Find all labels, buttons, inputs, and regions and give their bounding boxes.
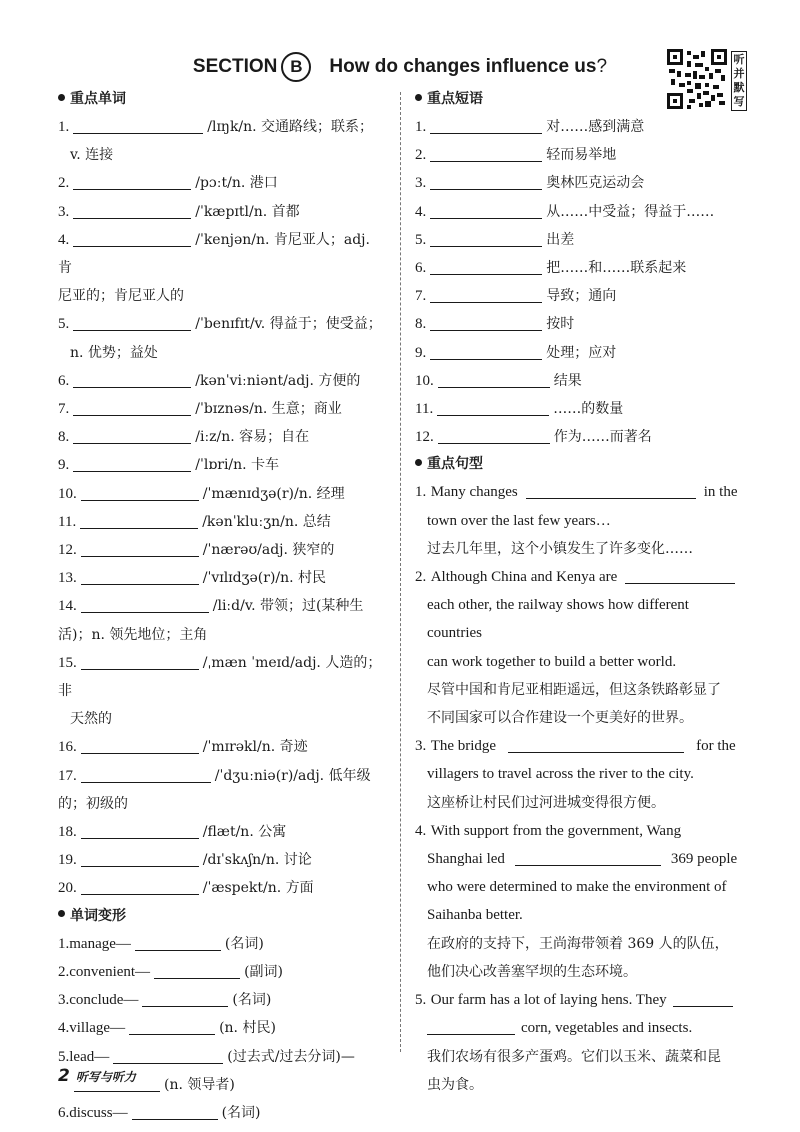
word-form-5: 5.lead— (过去式/过去分词)—: [58, 1048, 355, 1065]
answer-blank[interactable]: [430, 314, 542, 331]
key-words-heading: 重点单词: [58, 86, 388, 113]
key-word-17-cont: 的；初级的: [58, 795, 128, 812]
key-sentences-heading: 重点句型: [415, 451, 747, 478]
answer-blank[interactable]: [438, 371, 550, 388]
key-phrase-3: 3. 奥林匹克运动会: [415, 175, 645, 192]
key-word-14: 14. /liːd/v. 带领；过(某种生: [58, 598, 364, 615]
answer-blank[interactable]: [81, 766, 211, 783]
key-sentence-2-cont2: can work together to build a better world.: [427, 653, 677, 670]
answer-blank[interactable]: [73, 455, 191, 472]
key-phrase-5: 5. 出差: [415, 231, 575, 248]
key-word-12: 12. /ˈnærəʊ/adj. 狭窄的: [58, 542, 335, 559]
key-phrases-heading: 重点短语: [415, 86, 747, 113]
key-word-1-cont: v. 连接: [70, 147, 114, 164]
answer-blank[interactable]: [430, 145, 542, 162]
key-word-9: 9. /ˈlɒri/n. 卡车: [58, 457, 280, 474]
answer-blank[interactable]: [73, 399, 191, 416]
key-word-2: 2. /pɔːt/n. 港口: [58, 175, 278, 192]
page-number: 2: [58, 1066, 70, 1086]
footer-label: 听写与听力: [75, 1070, 136, 1084]
key-sentence-2-zh: 尽管中国和肯尼亚相距遥远，但这条铁路彰显了: [427, 681, 721, 698]
key-phrase-4: 4. 从……中受益；得益于……: [415, 203, 715, 220]
key-sentence-3: 3. The bridge for the: [415, 738, 736, 755]
answer-blank[interactable]: [430, 343, 542, 360]
key-sentence-5: 5. Our farm has a lot of laying hens. They: [415, 986, 747, 1014]
answer-blank[interactable]: [73, 427, 191, 444]
word-form-5-cont: (n. 领导者): [58, 1071, 388, 1099]
answer-blank[interactable]: [430, 230, 542, 247]
answer-blank[interactable]: [73, 202, 191, 219]
answer-blank[interactable]: [81, 653, 199, 670]
key-word-5: 5. /ˈbenɪfɪt/v. 得益于；使受益；: [58, 316, 382, 333]
section-word: SECTION: [192, 56, 278, 77]
left-column: [58, 86, 388, 1127]
key-word-7: 7. /ˈbɪznəs/n. 生意；商业: [58, 401, 342, 418]
key-sentence-2-zh2: 不同国家可以合作建设一个更美好的世界。: [427, 710, 693, 727]
key-word-19: 19. /dɪˈskʌʃn/n. 讨论: [58, 852, 312, 869]
answer-blank[interactable]: [81, 568, 199, 585]
answer-blank[interactable]: [73, 230, 191, 247]
key-word-10: 10. /ˈmænɪdʒə(r)/n. 经理: [58, 485, 345, 502]
key-sentence-3-cont: villagers to travel across the river to the city.: [427, 766, 694, 783]
key-sentence-3-zh: 这座桥让村民们过河进城变得很方便。: [427, 794, 665, 811]
key-word-15-cont: 天然的: [70, 711, 112, 728]
answer-blank[interactable]: [430, 117, 542, 134]
key-sentence-1-zh: 过去几年里，这个小镇发生了许多变化……: [427, 540, 693, 557]
key-sentence-4-zh: 在政府的支持下，王尚海带领着 369 人的队伍，: [427, 935, 729, 952]
key-sentence-4-cont2: who were determined to make the environment of: [427, 879, 727, 896]
key-phrase-2: 2. 轻而易举地: [415, 147, 617, 164]
key-word-4: 4. /ˈkenjən/n. 肯尼亚人；adj. 肯: [58, 231, 370, 277]
word-form-3: 3.conclude— (名词): [58, 992, 272, 1009]
answer-blank[interactable]: [132, 1103, 218, 1120]
answer-blank[interactable]: [438, 427, 550, 444]
page-footer: [58, 1066, 136, 1086]
answer-blank[interactable]: [73, 173, 191, 190]
section-letter-badge: B: [281, 52, 311, 82]
key-phrase-8: 8. 按时: [415, 316, 575, 333]
column-divider: [400, 92, 401, 1052]
key-sentence-4: 4. With support from the government, Wang: [415, 822, 682, 839]
answer-blank[interactable]: [430, 258, 542, 275]
key-sentence-4-cont3: Saihanba better.: [427, 907, 523, 924]
answer-blank[interactable]: [142, 990, 228, 1007]
answer-blank[interactable]: [430, 173, 542, 190]
key-word-1: 1. /lɪŋk/n. 交通路线；联系；: [58, 119, 374, 135]
answer-blank[interactable]: [430, 202, 542, 219]
answer-blank[interactable]: [81, 850, 199, 867]
answer-blank[interactable]: [437, 399, 549, 416]
word-form-2: 2.convenient— (副词): [58, 963, 283, 980]
key-phrase-1: 1. 对……感到满意: [415, 119, 645, 135]
key-phrase-10: 10. 结果: [415, 372, 582, 389]
answer-blank[interactable]: [154, 962, 240, 979]
word-form-4: 4.village— (n. 村民): [58, 1020, 276, 1037]
answer-blank[interactable]: [515, 849, 661, 866]
answer-blank[interactable]: [73, 371, 191, 388]
right-column: [415, 86, 747, 1099]
answer-blank[interactable]: [81, 737, 199, 754]
key-word-15: 15. /ˌmæn ˈmeɪd/adj. 人造的；非: [58, 654, 382, 700]
key-word-4-cont: 尼亚的；肯尼亚人的: [58, 288, 184, 305]
answer-blank[interactable]: [625, 567, 735, 584]
bullet-icon: [415, 94, 422, 101]
key-phrase-11: 11. ……的数量: [415, 401, 624, 418]
answer-blank[interactable]: [81, 878, 199, 895]
answer-blank[interactable]: [80, 512, 198, 529]
answer-blank[interactable]: [73, 314, 191, 331]
answer-blank[interactable]: [673, 990, 733, 1007]
word-form-6: 6.discuss— (名词): [58, 1104, 261, 1121]
key-word-3: 3. /ˈkæpɪtl/n. 首都: [58, 203, 300, 220]
key-word-8: 8. /iːz/n. 容易；自在: [58, 429, 310, 446]
bullet-icon: [58, 94, 65, 101]
answer-blank[interactable]: [81, 484, 199, 501]
key-word-13: 13. /ˈvɪlɪdʒə(r)/n. 村民: [58, 570, 327, 587]
key-sentence-5-zh2: 虫为食。: [427, 1076, 483, 1093]
section-heading: How do changes influence us: [329, 56, 597, 77]
listen-and-dictate-label[interactable]: 听并默写: [731, 51, 747, 111]
answer-blank[interactable]: [81, 822, 199, 839]
key-word-17: 17. /ˈdʒuːniə(r)/adj. 低年级: [58, 767, 371, 784]
key-sentence-4-zh2: 他们决心改善塞罕坝的生态环境。: [427, 963, 637, 980]
title-question-mark: ?: [596, 56, 608, 77]
answer-blank[interactable]: [135, 934, 221, 951]
answer-blank[interactable]: [81, 540, 199, 557]
answer-blank[interactable]: [430, 286, 542, 303]
key-sentence-5-cont: corn, vegetables and insects.: [415, 1014, 747, 1042]
key-word-6: 6. /kənˈviːniənt/adj. 方便的: [58, 372, 361, 389]
bullet-icon: [58, 910, 65, 917]
key-sentence-2-cont: each other, the railway shows how different countries: [427, 597, 689, 642]
bullet-icon: [415, 459, 422, 466]
answer-blank[interactable]: [526, 482, 696, 499]
key-word-18: 18. /flæt/n. 公寓: [58, 824, 287, 841]
key-sentence-4-cont: Shanghai led 369 people: [427, 851, 738, 868]
answer-blank[interactable]: [508, 736, 684, 753]
key-phrase-9: 9. 处理；应对: [415, 344, 617, 361]
key-word-14-cont: 活)；n. 领先地位；主角: [58, 626, 208, 643]
key-word-20: 20. /ˈæspekt/n. 方面: [58, 880, 314, 897]
answer-blank[interactable]: [113, 1047, 223, 1064]
key-word-5-cont: n. 优势；益处: [70, 344, 158, 361]
key-sentence-2: 2. Although China and Kenya are: [415, 563, 747, 591]
word-form-1: 1.manage— (名词): [58, 935, 264, 952]
key-phrase-7: 7. 导致；通向: [415, 288, 617, 305]
answer-blank[interactable]: [73, 117, 203, 134]
key-sentence-1: 1. Many changes in the: [415, 484, 738, 501]
answer-blank[interactable]: [427, 1018, 515, 1035]
answer-blank[interactable]: [81, 596, 209, 613]
key-word-16: 16. /ˈmɪrəkl/n. 奇迹: [58, 739, 308, 756]
key-word-11: 11. /kənˈkluːʒn/n. 总结: [58, 513, 331, 530]
key-phrase-12: 12. 作为……而著名: [415, 429, 652, 446]
key-sentence-5-zh: 我们农场有很多产蛋鸡。它们以玉米、蔬菜和昆: [427, 1048, 721, 1065]
answer-blank[interactable]: [129, 1018, 215, 1035]
key-phrase-6: 6. 把……和……联系起来: [415, 260, 687, 277]
key-sentence-1-cont: town over the last few years…: [427, 512, 611, 529]
word-forms-heading: 单词变形: [58, 903, 388, 930]
